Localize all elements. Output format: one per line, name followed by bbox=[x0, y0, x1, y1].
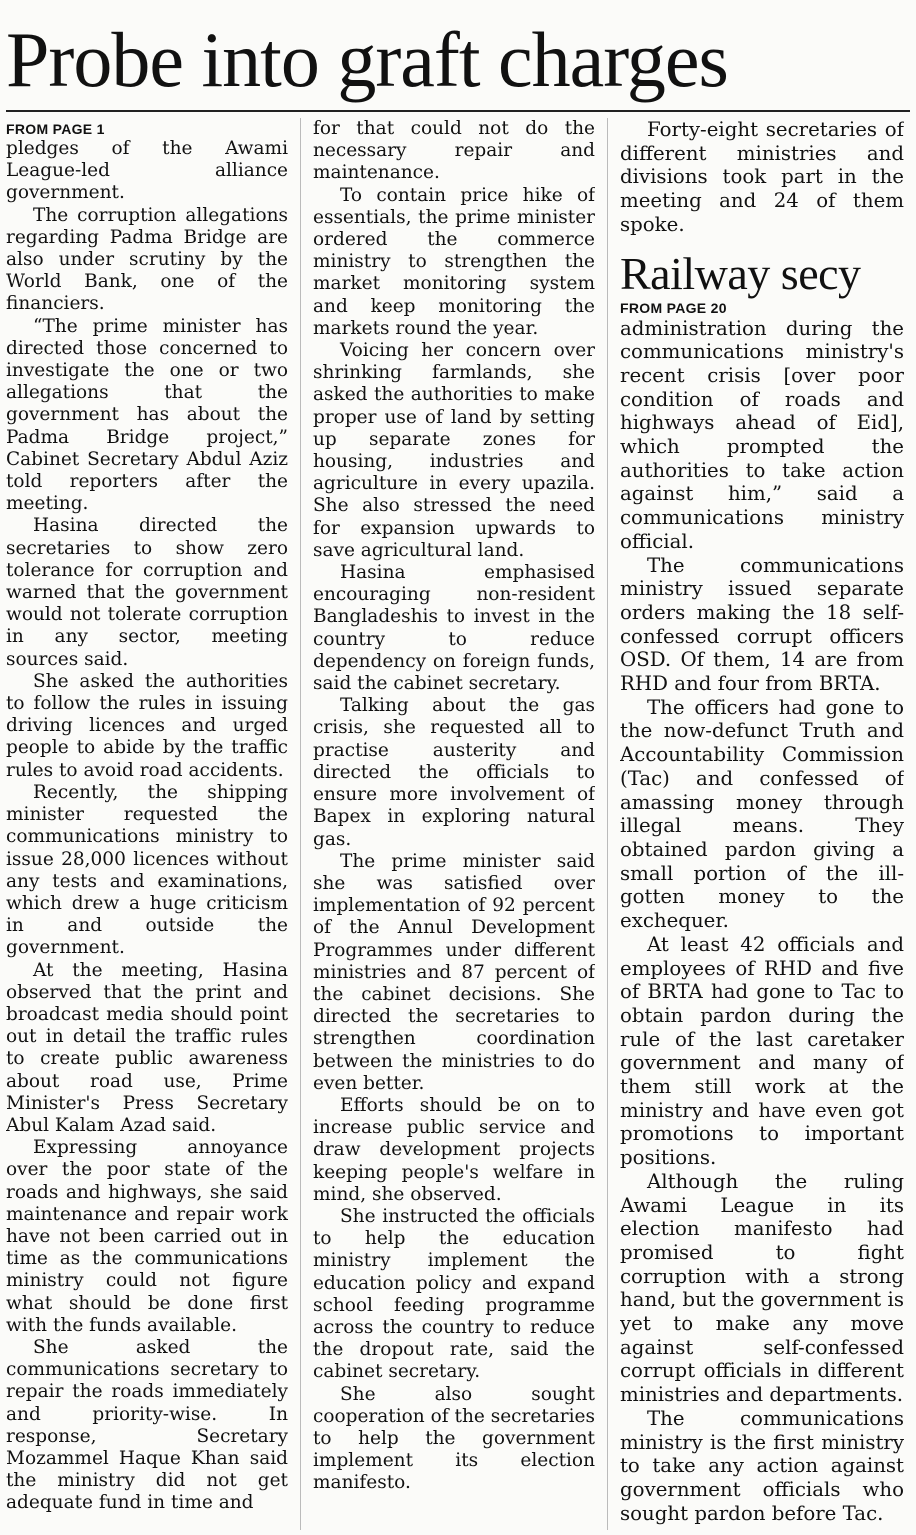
paragraph: Hasina directed the secretaries to show zero tolerance for corruption and warned that the government would not tolerate corruption in any sector, meeting sources said. bbox=[6, 515, 288, 670]
paragraph: She asked the communications secretary to repair the roads immediately and priority-wise. In response, Secretary Mozammel Haque Khan said the ministry did not get adequate fund in time and bbox=[6, 1336, 288, 1514]
article-column-1 bbox=[6, 118, 288, 1530]
paragraph: Forty-eight secretaries of different ministries and divisions took part in the meeting and 24 of them spoke. bbox=[620, 118, 904, 236]
column-divider bbox=[300, 118, 301, 1530]
paragraph: “The prime minister has directed those concerned to investigate the one or two allegations that the government has about the Padma Bridge project,” Cabinet Secretary Abdul Aziz told reporters after the meeting. bbox=[6, 315, 288, 515]
paragraph: Expressing annoyance over the poor state of the roads and highways, she said maintenance and repair work have not been carried out in time as the communications ministry could not figure what should be done first with the funds available. bbox=[6, 1137, 288, 1336]
paragraph: At least 42 officials and employees of RHD and five of BRTA had gone to Tac to obtain pardon during the rule of the last caretaker government and many of them still work at the ministry and have even got promotions to important positions. bbox=[620, 932, 904, 1170]
paragraph: The officers had gone to the now-defunct Truth and Accountability Commission (Tac) and confessed of amassing money through illegal means. They obtained pardon giving a small portion of the ill-gotten money to the exchequer. bbox=[620, 695, 904, 933]
column-divider bbox=[607, 118, 608, 1530]
headline: Probe into graft charges bbox=[6, 16, 728, 103]
paragraph: pledges of the Awami League-led alliance government. bbox=[6, 138, 288, 204]
paragraph: At the meeting, Hasina observed that the print and broadcast media should point out in detail the traffic rules to create public awareness about road use, Prime Minister's Press Secretary Abul Kalam Azad said. bbox=[6, 959, 288, 1136]
paragraph: She asked the authorities to follow the rules in issuing driving licences and urged people to abide by the traffic rules to avoid road accidents. bbox=[6, 670, 288, 781]
paragraph: Talking about the gas crisis, she requested all to practise austerity and directed the officials to ensure more involvement of Bapex in exploring natural gas. bbox=[313, 695, 595, 850]
paragraph: To contain price hike of essentials, the prime minister ordered the commerce ministry to strengthen the market monitoring system and keep monitoring the markets round the year. bbox=[313, 184, 595, 339]
paragraph: The corruption allegations regarding Padma Bridge are also under scrutiny by the World Bank, one of the financiers. bbox=[6, 204, 288, 315]
paragraph: Voicing her concern over shrinking farmlands, she asked the authorities to make proper use of land by setting up separate zones for housing, industries and agriculture in every upazila. She also stressed the need for expansion upwards to save agricultural land. bbox=[313, 340, 595, 561]
paragraph: Recently, the shipping minister requested the communications ministry to issue 28,000 licences without any tests and examinations, which drew a huge criticism in and outside the government. bbox=[6, 781, 288, 959]
paragraph: Hasina emphasised encouraging non-resident Bangladeshis to invest in the country to reduce dependency on foreign funds, said the cabinet secretary. bbox=[313, 562, 595, 695]
paragraph: for that could not do the necessary repair and maintenance. bbox=[313, 118, 595, 184]
paragraph: The prime minister said she was satisfied over implementation of 92 percent of the Annul Development Programmes under different ministries and 87 percent of the cabinet decisions. She directed the secretaries to strengthen coordination between the ministries to do even better. bbox=[313, 850, 595, 1094]
continuation-kicker: FROM PAGE 1 bbox=[6, 121, 105, 137]
article-column-3 bbox=[620, 118, 904, 1530]
paragraph: administration during the communications ministry's recent crisis [over poor condition of roads and highways ahead of Eid], which prompted the authorities to take action against him,” said a communications ministry official. bbox=[620, 316, 904, 553]
paragraph: Although the ruling Awami League in its election manifesto had promised to fight corruption with a strong hand, but the government is yet to make any move against self-confessed corrupt officials in different ministries and departments. bbox=[620, 1169, 904, 1407]
continuation-kicker: FROM PAGE 20 bbox=[620, 299, 727, 316]
paragraph: Efforts should be on to increase public service and draw development projects keeping people's welfare in mind, she observed. bbox=[313, 1094, 595, 1205]
paragraph: She instructed the officials to help the education ministry implement the education policy and expand school feeding programme across the country to reduce the dropout rate, said the cabinet secretary. bbox=[313, 1205, 595, 1383]
secondary-headline: Railway secy bbox=[620, 247, 861, 299]
paragraph: The communications ministry issued separate orders making the 18 self-confessed corrupt officers OSD. Of them, 14 are from RHD and four from BRTA. bbox=[620, 553, 904, 696]
headline-rule bbox=[6, 110, 910, 112]
article-column-2 bbox=[313, 118, 595, 1530]
paragraph: She also sought cooperation of the secretaries to help the government implement its election manifesto. bbox=[313, 1383, 595, 1494]
paragraph: The communications ministry is the first ministry to take any action against government officials who sought pardon before Tac. bbox=[620, 1406, 904, 1525]
